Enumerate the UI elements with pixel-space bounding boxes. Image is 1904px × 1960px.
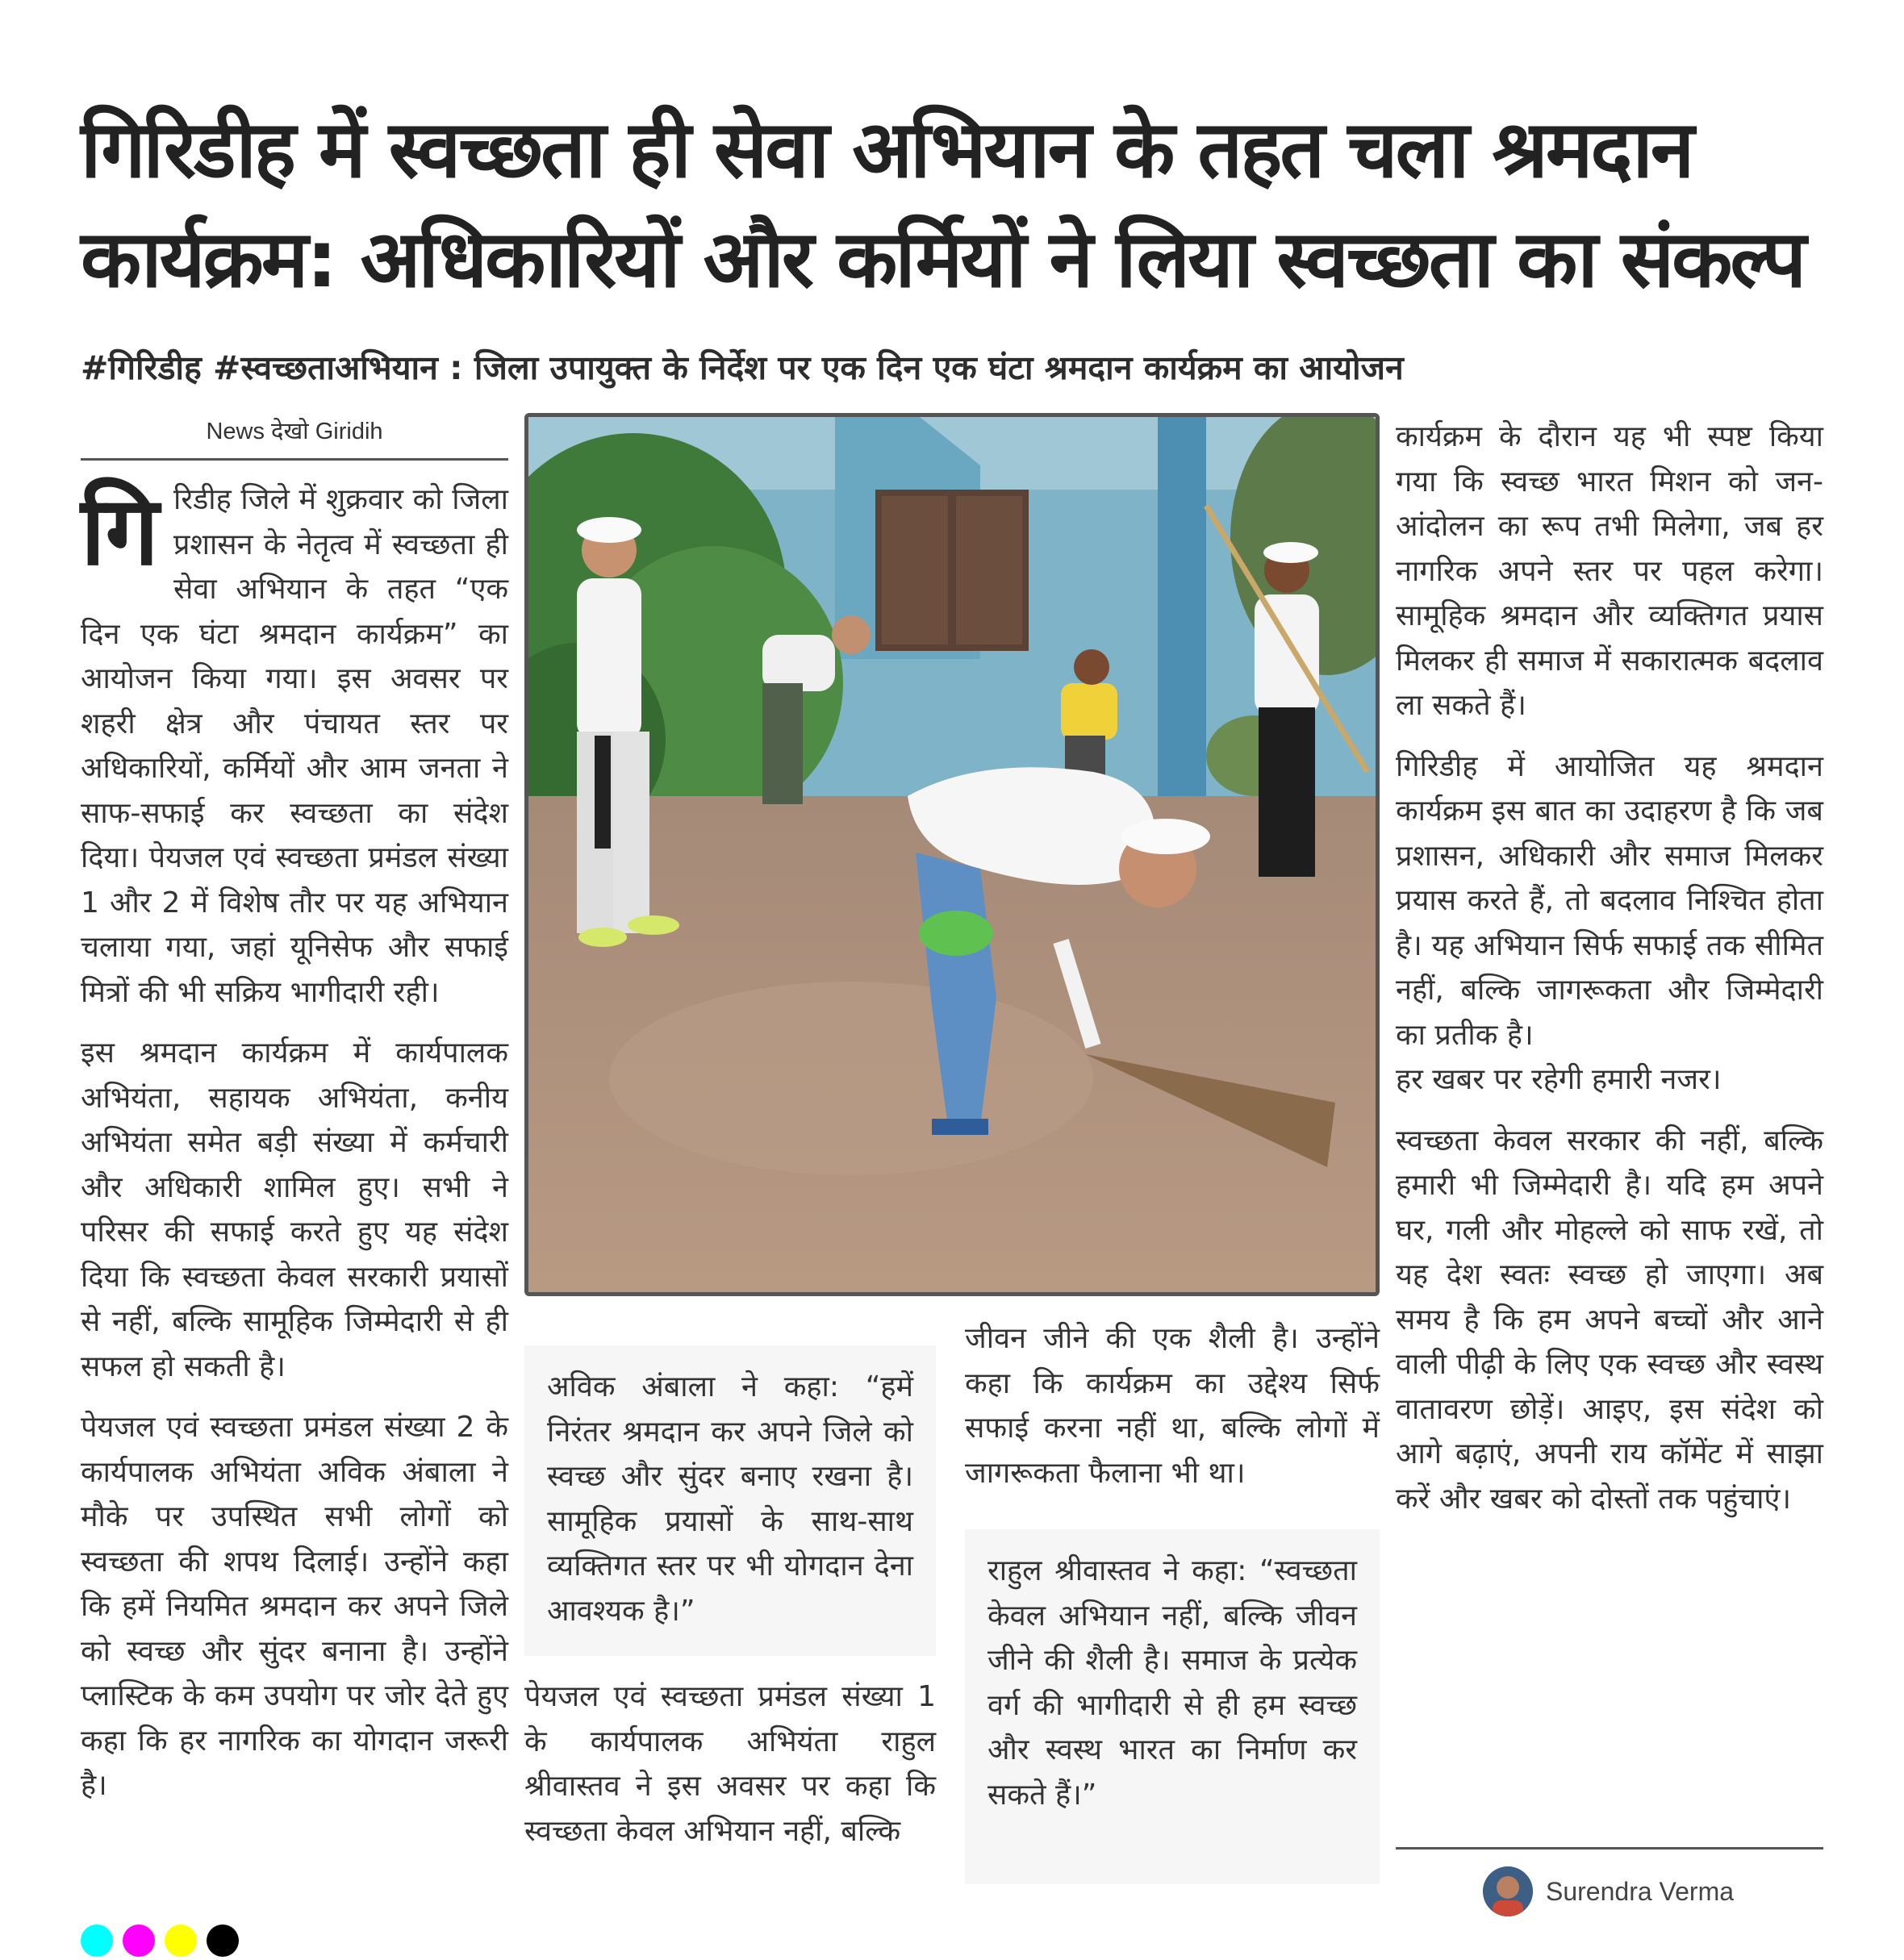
column-2 — [524, 1674, 936, 1870]
column-4 — [1396, 415, 1823, 1537]
paragraph-3: पेयजल एवं स्वच्छता प्रमंडल संख्या 2 के कार्यपालक अभियंता अविक अंबाला ने मौके पर उपस्थित सभी लोगों को स्वच्छता की शपथ दिलाई। उन्होंने कहा कि हमें नियमित श्रमदान कर अपने जिले को स्वच्छ और सुंदर बनाना है। उन्होंने प्लास्टिक के कम उपयोग पर जोर देते हुए कहा कि हर नागरिक का योगदान जरूरी है। — [81, 1411, 508, 1802]
paragraph-7: गिरिडीह में आयोजित यह श्रमदान कार्यक्रम इस बात का उदाहरण है कि जब प्रशासन, अधिकारी और समाज मिलकर प्रयास करते हैं, तो बदलाव निश्चित होता है। यह अभियान सिर्फ सफाई तक सीमित नहीं, बल्कि जागरूकता और जिम्मेदारी का प्रतीक है। — [1396, 749, 1823, 1052]
paragraph-5: जीवन जीने की एक शैली है। उन्होंने कहा कि कार्यक्रम का उद्देश्य सिर्फ सफाई करना नहीं था, बल्कि लोगों में जागरूकता फैलाना भी था। — [965, 1322, 1380, 1490]
avatar — [1483, 1866, 1533, 1916]
yellow-mark — [165, 1925, 197, 1957]
article-end-divider — [1396, 1847, 1823, 1849]
byline: News देखो Giridih — [206, 419, 383, 444]
author-name: Surendra Verma — [1546, 1876, 1735, 1906]
headline-line-1: गिरिडीह में स्वच्छता ही सेवा अभियान के तहत चला श्रमदान — [81, 104, 1693, 196]
paragraph-6: कार्यक्रम के दौरान यह भी स्पष्ट किया गया कि स्वच्छ भारत मिशन को जन-आंदोलन का रूप तभी मिलेगा, जब हर नागरिक अपने स्तर पर पहल करेगा। सामूहिक श्रमदान और व्यक्तिगत प्रयास मिलकर ही समाज में सकारात्मक बदलाव ला सकते हैं। — [1396, 420, 1823, 722]
cyan-mark — [81, 1925, 113, 1957]
headline-line-2: कार्यक्रम: अधिकारियों और कर्मियों ने लिया स्वच्छता का संकल्प — [81, 214, 1805, 306]
magenta-mark — [123, 1925, 155, 1957]
registration-marks — [81, 1925, 248, 1957]
author-credit[interactable] — [1483, 1865, 1734, 1918]
paragraph-4: पेयजल एवं स्वच्छता प्रमंडल संख्या 1 के कार्यपालक अभियंता राहुल श्रीवास्तव ने इस अवसर पर कहा कि स्वच्छता केवल अभियान नहीं, बल्कि — [524, 1680, 936, 1848]
article-photo — [524, 413, 1380, 1296]
paragraph-2: इस श्रमदान कार्यक्रम में कार्यपालक अभियंता, सहायक अभियंता, कनीय अभियंता समेत बड़ी संख्या में कर्मचारी और अधिकारी शामिल हुए। सभी ने परिसर की सफाई करते हुए यह संदेश दिया कि स्वच्छता केवल सरकारी प्रयासों से नहीं, बल्कि सामूहिक जिम्मेदारी से ही सफल हो सकती है। — [81, 1036, 508, 1383]
paragraph-1: गिरिडीह जिले में शुक्रवार को जिला प्रशासन के नेतृत्व में स्वच्छता ही सेवा अभियान के तहत “एक दिन एक घंटा श्रमदान कार्यक्रम” का आयोजन किया गया। इस अवसर पर शहरी क्षेत्र और पंचायत स्तर पर अधिकारियों, कर्मियों और आम जनता ने साफ-सफाई कर स्वच्छता का संदेश दिया। पेयजल एवं स्वच्छता प्रमंडल संख्या 1 और 2 में विशेष तौर पर यह अभियान चलाया गया, जहां यूनिसेफ और सफाई मित्रों की भी सक्रिय भागीदारी रही। — [81, 475, 508, 1009]
author-avatar-icon — [1483, 1866, 1533, 1916]
headline — [81, 95, 1856, 315]
subheadline: #गिरिडीह #स्वच्छताअभियान : जिला उपायुक्त के निर्देश पर एक दिन एक घंटा श्रमदान कार्यक्रम का आयोजन — [81, 348, 1404, 387]
byline-divider — [81, 458, 508, 461]
pull-quote-1: अविक अंबाला ने कहा: “हमें निरंतर श्रमदान कर अपने जिले को स्वच्छ और सुंदर बनाए रखना है। सामूहिक प्रयासों के साथ-साथ व्यक्तिगत स्तर पर भी योगदान देना आवश्यक है।” — [524, 1345, 936, 1656]
black-mark — [207, 1925, 239, 1957]
dropcap: गि — [81, 475, 159, 586]
paragraph-7-tail: हर खबर पर रहेगी हमारी नजर। — [1396, 1063, 1722, 1096]
column-1 — [81, 477, 508, 1824]
column-3 — [965, 1316, 1380, 1512]
cleaning-drive-photo — [528, 417, 1376, 1292]
pull-quote-2: राहुल श्रीवास्तव ने कहा: “स्वच्छता केवल अभियान नहीं, बल्कि जीवन जीने की शैली है। समाज के प्रत्येक वर्ग की भागीदारी से ही हम स्वच्छ और स्वस्थ भारत का निर्माण कर सकते हैं।” — [965, 1529, 1380, 1884]
paragraph-8: स्वच्छता केवल सरकार की नहीं, बल्कि हमारी भी जिम्मेदारी है। यदि हम अपने घर, गली और मोहल्ले को साफ रखें, तो यह देश स्वतः स्वच्छ हो जाएगा। अब समय है कि हम अपने बच्चों और आने वाली पीढ़ी के लिए एक स्वच्छ और स्वस्थ वातावरण छोड़ें। आइए, इस संदेश को आगे बढ़ाएं, अपनी राय कॉमेंट में साझा करें और खबर को दोस्तों तक पहुंचाएं। — [1396, 1124, 1823, 1516]
